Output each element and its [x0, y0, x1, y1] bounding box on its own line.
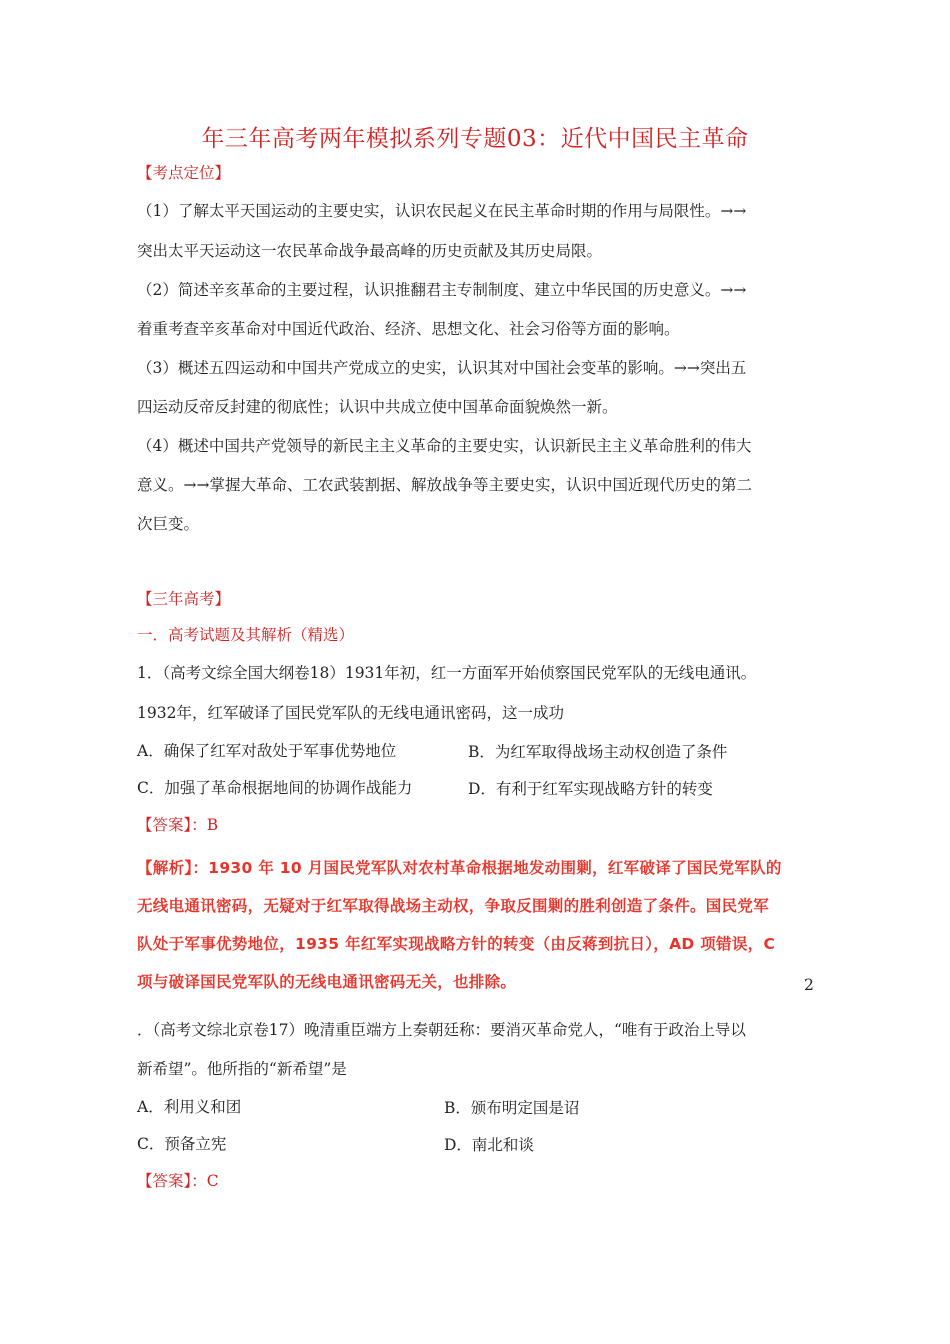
kaodian-line: 次巨变。: [137, 515, 200, 533]
q1-option-c: C．加强了革命根据地间的协调作战能力: [137, 779, 413, 797]
q1-option-a: A．确保了红军对敌处于军事优势地位: [137, 742, 397, 760]
q2-option-d: D．南北和谈: [444, 1136, 534, 1154]
q2-answer: [137, 1170, 219, 1192]
page-title: 年三年高考两年模拟系列专题03：近代中国民主革命: [201, 126, 749, 152]
q1-option-d: D．有利于红军实现战略方针的转变: [468, 780, 713, 798]
kaodian-heading: 【考点定位】: [137, 164, 231, 182]
q2-option-c: C．预备立宪: [137, 1135, 227, 1153]
sannian-subheading: 一．高考试题及其解析（精选）: [137, 626, 355, 644]
q1-stem: 1932年，红军破译了国民党军队的无线电通讯密码，这一成功: [137, 704, 564, 722]
answer-value: ：B: [191, 816, 219, 834]
answer-label: 【答案】: [137, 1172, 192, 1190]
q2-option-b: B．颁布明定国是诏: [444, 1099, 580, 1117]
q1-jiexi-line: 队处于军事优势地位，1935 年红军实现战略方针的转变（由反蒋到抗日），AD 项错误，C: [137, 935, 776, 953]
kaodian-line: （4）概述中国共产党领导的新民主主义革命的主要史实，认识新民主主义革命胜利的伟大: [137, 437, 752, 455]
kaodian-line: 突出太平天运动这一农民革命战争最高峰的历史贡献及其历史局限。: [137, 242, 603, 260]
q2-option-a: A．利用义和团: [137, 1098, 242, 1116]
q2-stem: ．（高考文综北京卷17）晚清重臣端方上奏朝廷称：要消灭革命党人，“唯有于政治上导以: [137, 1021, 746, 1039]
answer-value: ：C: [191, 1172, 219, 1190]
kaodian-line: （1）了解太平天国运动的主要史实，认识农民起义在民主革命时期的作用与局限性。→→: [137, 202, 747, 220]
q1-jiexi-line: [137, 856, 782, 878]
jiexi-label: 【解析】：: [137, 859, 209, 877]
kaodian-line: 四运动反帝反封建的彻底性；认识中共成立使中国革命面貌焕然一新。: [137, 398, 618, 416]
q2-stem: 新希望”。他所指的“新希望”是: [137, 1060, 347, 1078]
jiexi-text: 1930 年 10 月国民党军队对农村革命根据地发动围剿，红军破译了国民党军队的: [208, 859, 782, 877]
sannian-heading: 【三年高考】: [137, 590, 231, 608]
q1-jiexi-line: 项与破译国民党军队的无线电通讯密码无关，也排除。: [137, 973, 517, 991]
q1-jiexi-line: 无线电通讯密码，无疑对于红军取得战场主动权，争取反围剿的胜利创造了条件。国民党军: [137, 897, 770, 915]
q1-answer: [137, 814, 218, 836]
kaodian-line: （3）概述五四运动和中国共产党成立的史实，认识其对中国社会变革的影响。→→突出五: [137, 359, 747, 377]
kaodian-line: 意义。→→掌握大革命、工农武装割据、解放战争等主要史实，认识中国近现代历史的第二: [137, 476, 752, 494]
page-number: 2: [804, 976, 814, 994]
q1-stem: 1．（高考文综全国大纲卷18）1931年初，红一方面军开始侦察国民党军队的无线电通讯。: [137, 664, 757, 682]
answer-label: 【答案】: [137, 816, 192, 834]
q1-option-b: B．为红军取得战场主动权创造了条件: [468, 743, 728, 761]
kaodian-line: （2）简述辛亥革命的主要过程，认识推翻君主专制制度、建立中华民国的历史意义。→→: [137, 281, 747, 299]
kaodian-line: 着重考查辛亥革命对中国近代政治、经济、思想文化、社会习俗等方面的影响。: [137, 320, 680, 338]
